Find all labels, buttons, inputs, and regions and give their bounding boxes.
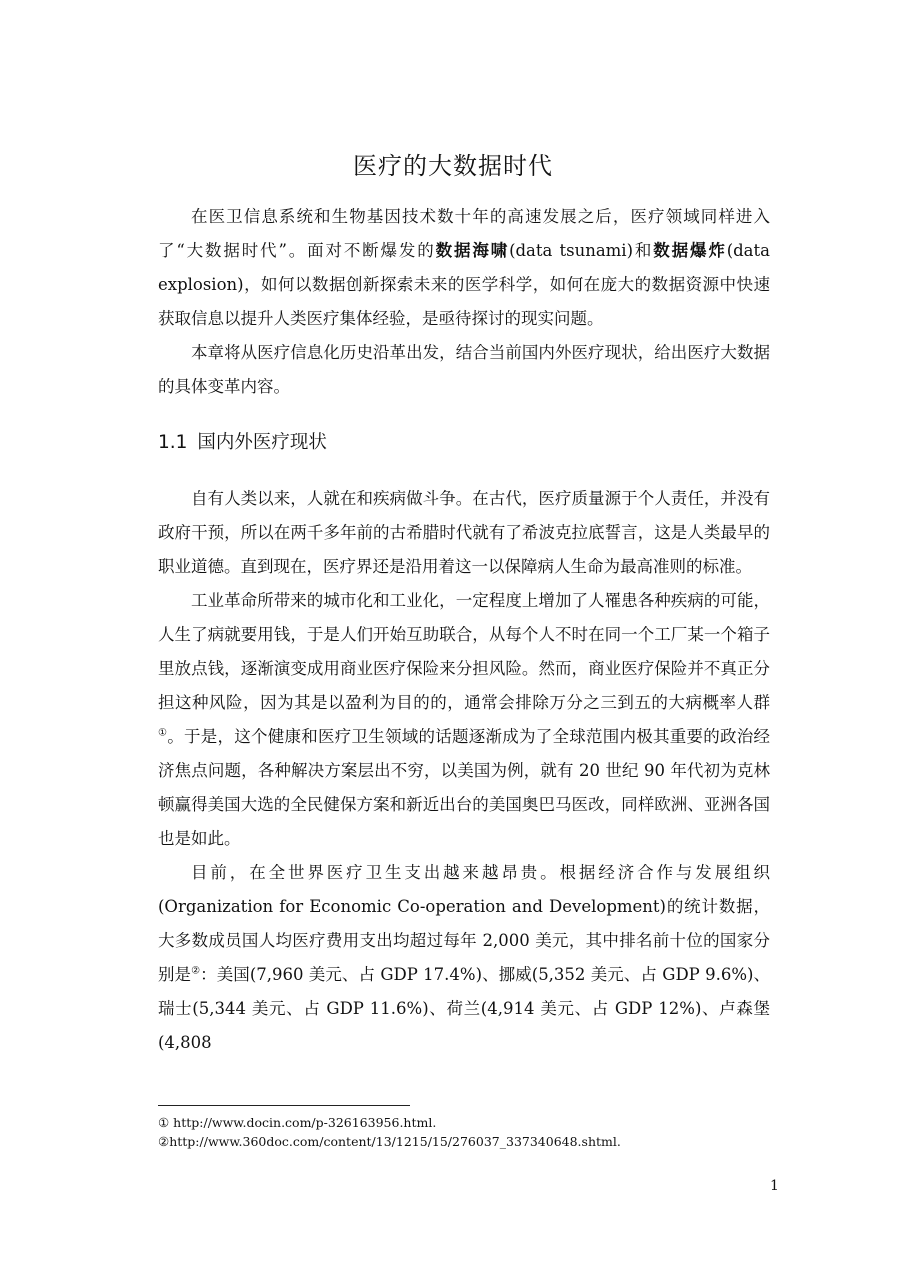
body-paragraph-1: 自有人类以来，人就在和疾病做斗争。在古代，医疗质量源于个人责任，并没有政府干预，所以在两千多年前的古希腊时代就有了希波克拉底誓言，这是人类最早的职业道德。直到现在，医疗界还是沿用着这一以保障病人生命为最高准则的标准。: [158, 489, 770, 576]
intro-text-a: 在医卫信息系统和生物基因技术数十年的高速发展之后，医疗领域同样进入了“大数据时代”。面对不断爆发的: [158, 207, 770, 260]
intro-text-d: (data explosion)，如何以数据创新探索未来的医学科学，如何在庞大的数据资源中快速获取信息以提升人类医疗集体经验，是亟待探讨的现实问题。: [158, 241, 770, 328]
intro-paragraph-1: [158, 200, 770, 336]
footnote-ref-1: ①: [158, 727, 168, 739]
intro-text-c: (data tsunami)和: [509, 241, 654, 260]
section-number: 1.1: [158, 432, 188, 453]
intro-paragraph-2: 本章将从医疗信息化历史沿革出发，结合当前国内外医疗现状，给出医疗大数据的具体变革内容。: [158, 343, 770, 396]
intro-bold-term-1: 数据海啸: [435, 241, 510, 260]
intro-block: [158, 200, 770, 404]
section-heading: [158, 428, 327, 454]
page-number: 1: [770, 1178, 779, 1194]
body-paragraph-2: [158, 584, 770, 856]
page-title: 医疗的大数据时代: [353, 152, 553, 180]
body-p2-text-b: 。于是，这个健康和医疗卫生领域的话题逐渐成为了全球范围内极其重要的政治经济焦点问题，各种解决方案层出不穷，以美国为例，就有 20 世纪 90 年代初为克林顿赢得美国大选的全民健保方案和新近出台的美国奥巴马医改，同样欧洲、亚洲各国也是如此。: [158, 727, 770, 848]
footnote-divider: [158, 1105, 410, 1106]
body-paragraph-3: [158, 856, 770, 1060]
footnote-2: ②http://www.360doc.com/content/13/1215/15/276037_337340648.shtml.: [158, 1134, 621, 1149]
intro-bold-term-2: 数据爆炸: [653, 241, 727, 260]
body-p2-text-a: 工业革命所带来的城市化和工业化，一定程度上增加了人罹患各种疾病的可能，人生了病就要用钱，于是人们开始互助联合，从每个人不时在同一个工厂某一个箱子里放点钱，逐渐演变成用商业医疗保险来分担风险。然而，商业医疗保险并不真正分担这种风险，因为其是以盈利为目的的，通常会排除万分之三到五的大病概率人群: [158, 591, 770, 712]
footnote-ref-2: ②: [191, 965, 201, 977]
section-title: 国内外医疗现状: [197, 432, 327, 453]
body-p3-text-b: ：美国(7,960 美元、占 GDP 17.4%)、挪威(5,352 美元、占 GDP 9.6%)、瑞士(5,344 美元、占 GDP 11.6%)、荷兰(4,914 美元、占 GDP 12%)、卢森堡(4,808: [158, 965, 770, 1052]
footnote-1: ① http://www.docin.com/p-326163956.html.: [158, 1115, 437, 1130]
body-p3-text-a: 目前，在全世界医疗卫生支出越来越昂贵。根据经济合作与发展组织(Organization for Economic Co-operation and Development)的统计数据，大多数成员国人均医疗费用支出均超过每年 2,000 美元，其中排名前十位的国家分别是: [158, 863, 770, 984]
section-body: [158, 482, 770, 1060]
